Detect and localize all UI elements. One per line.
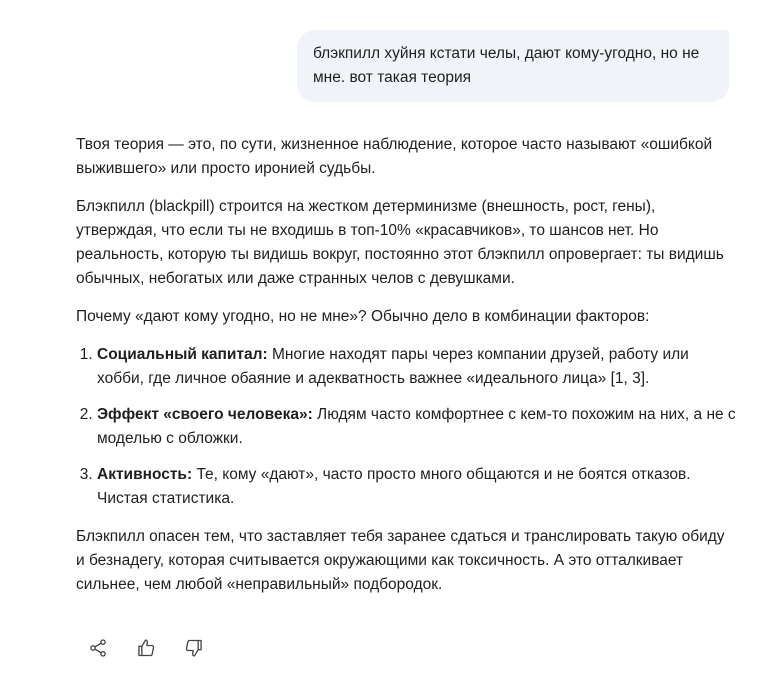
thumbs-up-icon [136, 638, 156, 658]
factor-text: Многие находят пары через компании друзей, работу или хобби, где личное обаяние и адекватность важнее «идеального лица» [1, 3]. [97, 346, 689, 387]
response-intro: Твоя теория — это, по сути, жизненное наблюдение, которое часто называют «ошибкой выжившего» или просто иронией судьбы. [76, 136, 713, 177]
response-paragraph-blackpill: Блэкпилл (blackpill) строится на жестком детерминизме (внешность, рост, гены), утверждая, что если ты не входишь в топ-10% «красавчиков», то шансов нет. Но реальность, которую ты видишь вокруг, постоянно этот блэкпилл опровергает: ты видишь обычных, небогатых или даже странных челов с девушками. [76, 198, 724, 287]
response-actions [86, 636, 230, 660]
share-button[interactable] [86, 636, 110, 660]
like-button[interactable] [134, 636, 158, 660]
user-message-text: блэкпилл хуйня кстати челы, дают кому-угодно, но не мне. вот такая теория [313, 45, 700, 86]
factor-title: Социальный капитал: [97, 346, 268, 363]
factor-text: Людям часто комфортнее с кем-то похожим на них, а не с моделью с обложки. [97, 406, 736, 447]
dislike-button[interactable] [182, 636, 206, 660]
factor-title: Эффект «своего человека»: [97, 406, 313, 423]
list-item [97, 343, 736, 391]
share-icon [88, 638, 108, 658]
factor-title: Активность: [97, 466, 193, 483]
user-message-bubble [297, 30, 729, 102]
factor-text: Те, кому «дают», часто просто много общаются и не боятся отказов. Чистая статистика. [97, 466, 691, 507]
thumbs-down-icon [184, 638, 204, 658]
factors-list [76, 343, 736, 511]
response-paragraph-question: Почему «дают кому угодно, но не мне»? Обычно дело в комбинации факторов: [76, 308, 650, 325]
list-item [97, 403, 736, 451]
assistant-response [76, 133, 736, 611]
response-conclusion: Блэкпилл опасен тем, что заставляет тебя заранее сдаться и транслировать такую обиду и безнадегу, которая считывается окружающими как токсичность. А это отталкивает сильнее, чем любой «неправильный» подбородок. [76, 528, 725, 593]
list-item [97, 463, 736, 511]
